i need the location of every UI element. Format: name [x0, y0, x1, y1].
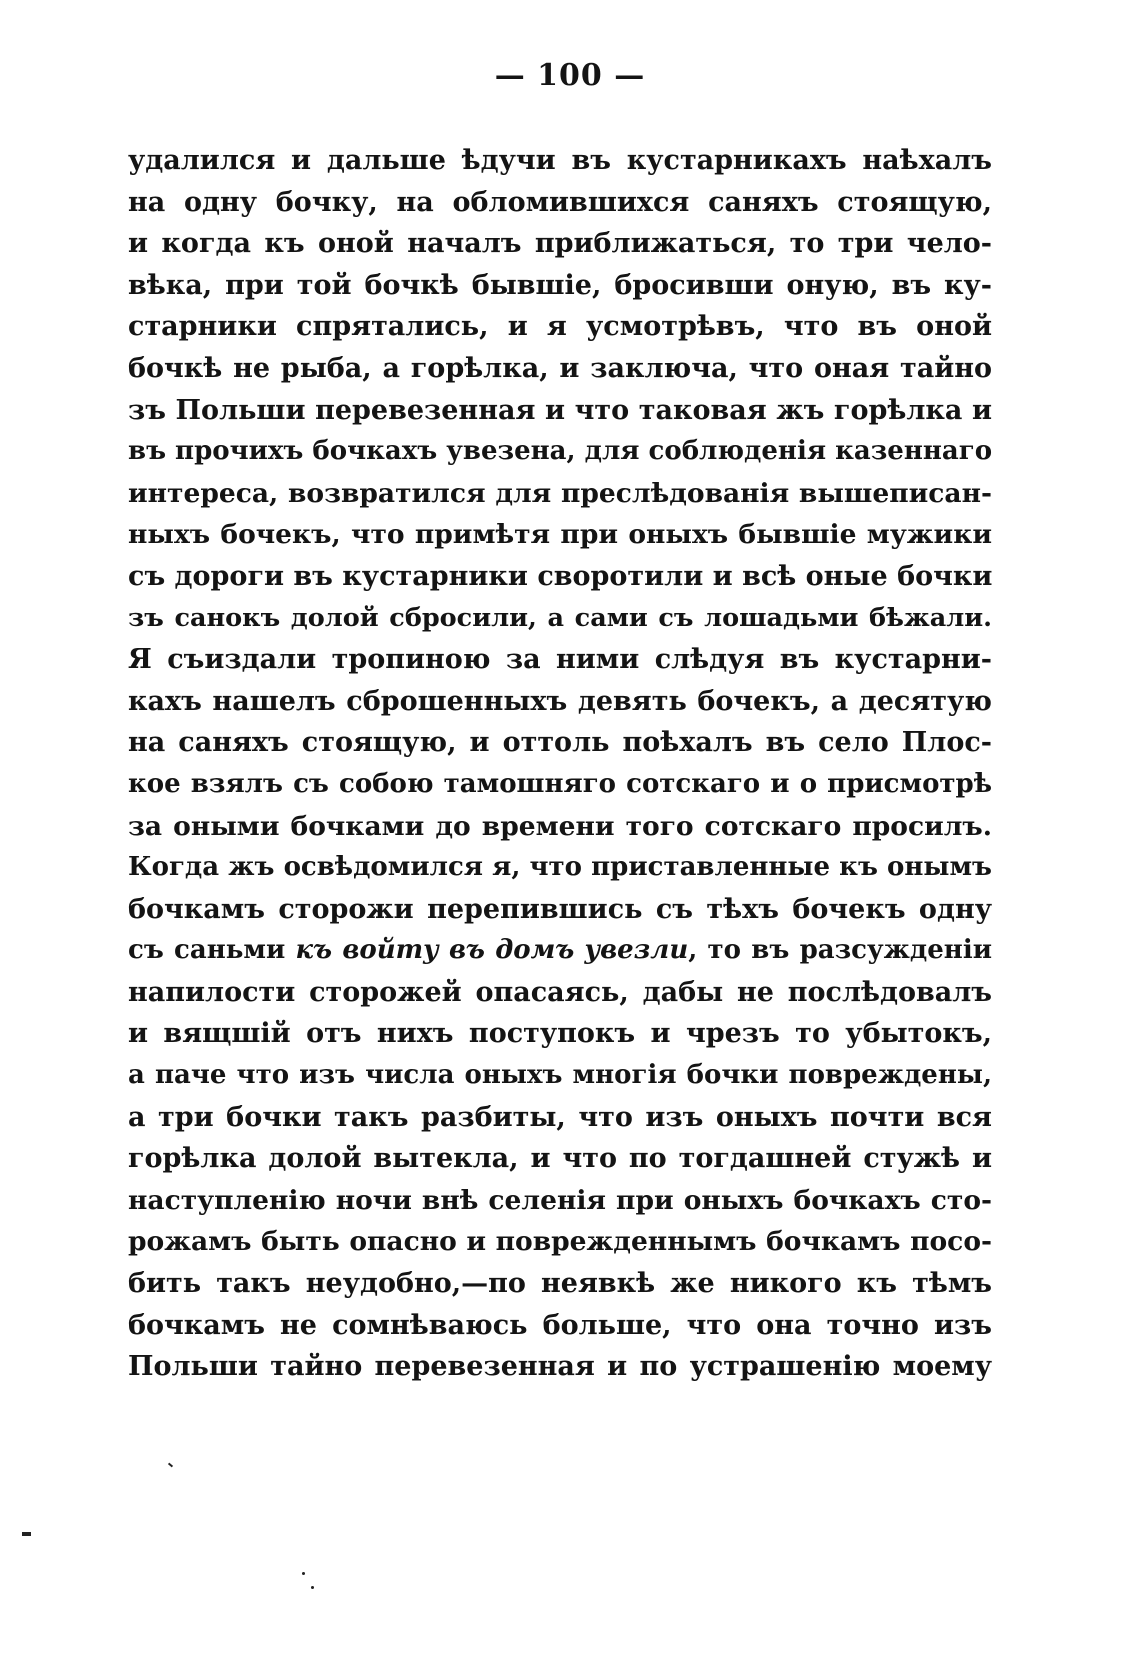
- italic-phrase: къ войту въ домъ увезли: [295, 935, 689, 966]
- text-line: Когда жъ освѣдомился я, что приставленные къ онымъ: [128, 852, 992, 883]
- text-line: зъ санокъ долой сбросили, а сами съ лошадьми бѣжали.: [128, 602, 992, 633]
- text-line: кахъ нашелъ сброшенныхъ девять бочекъ, а десятую: [128, 685, 992, 717]
- text-line: бочкѣ не рыба, а горѣлка, и заключа, что оная тайно: [128, 352, 992, 384]
- text-line: ныхъ бочекъ, что примѣтя при оныхъ бывшіе мужики: [128, 519, 992, 551]
- scan-speck: [22, 1532, 31, 1536]
- scan-speck: [302, 1572, 305, 1575]
- text-segment: съ саньми: [128, 935, 296, 966]
- text-line: за оными бочками до времени того сотскаго просилъ.: [128, 810, 992, 842]
- text-line: рожамъ быть опасно и поврежденнымъ бочкамъ посо-: [128, 1226, 992, 1258]
- text-line: а паче что изъ числа оныхъ многія бочки повреждены,: [128, 1060, 992, 1091]
- text-line: зъ Польши перевезенная и что таковая жъ горѣлка и: [128, 394, 992, 426]
- text-line: Польши тайно перевезенная и по устрашенію моему: [128, 1351, 992, 1383]
- text-line: кое взялъ съ собою тамошняго сотскаго и о присмотрѣ: [128, 768, 992, 799]
- text-line: удалился и дальше ѣдучи въ кустарникахъ наѣхалъ: [128, 145, 992, 176]
- body-text: [128, 140, 992, 1388]
- scan-speck: [168, 1463, 173, 1468]
- text-line: съ дороги въ кустарники своротили и всѣ оные бочки: [128, 560, 992, 592]
- page-number: — 100 —: [494, 58, 646, 93]
- text-line: на саняхъ стоящую, и оттоль поѣхалъ въ село Плос-: [128, 727, 992, 759]
- text-segment: , то въ разсужденіи: [688, 935, 992, 966]
- text-line: Я съиздали тропиною за ними слѣдуя въ кустарни-: [128, 644, 992, 676]
- scan-speck: [311, 1586, 314, 1589]
- text-line: вѣка, при той бочкѣ бывшіе, бросивши оную, въ ку-: [128, 269, 992, 301]
- text-line: въ прочихъ бочкахъ увезена, для соблюденія казеннаго: [128, 436, 992, 467]
- text-line: и вящшій отъ нихъ поступокъ и чрезъ то убытокъ,: [128, 1018, 992, 1050]
- text-line: бить такъ неудобно,—по неявкѣ же никого къ тѣмъ: [128, 1268, 992, 1300]
- text-line: бочкамъ не сомнѣваюсь больше, что она точно изъ: [128, 1309, 992, 1341]
- text-line: а три бочки такъ разбиты, что изъ оныхъ почти вся: [128, 1101, 992, 1133]
- text-line-with-italic: [128, 930, 992, 972]
- text-line: на одну бочку, на обломившихся саняхъ стоящую,: [128, 186, 992, 218]
- text-line: бочкамъ сторожи перепившись съ тѣхъ бочекъ одну: [128, 893, 992, 925]
- text-line: старники спрятались, и я усмотрѣвъ, что въ оной: [128, 311, 992, 343]
- text-line: горѣлка долой вытекла, и что по тогдашней стужѣ и: [128, 1143, 992, 1175]
- text-line: интереса, возвратился для преслѣдованія вышеписан-: [128, 477, 992, 509]
- text-line: наступленію ночи внѣ селенія при оныхъ бочкахъ сто-: [128, 1184, 992, 1216]
- text-line: и когда къ оной началъ приближаться, то три чело-: [128, 228, 992, 260]
- text-line: напилости сторожей опасаясь, дабы не послѣдовалъ: [128, 976, 992, 1008]
